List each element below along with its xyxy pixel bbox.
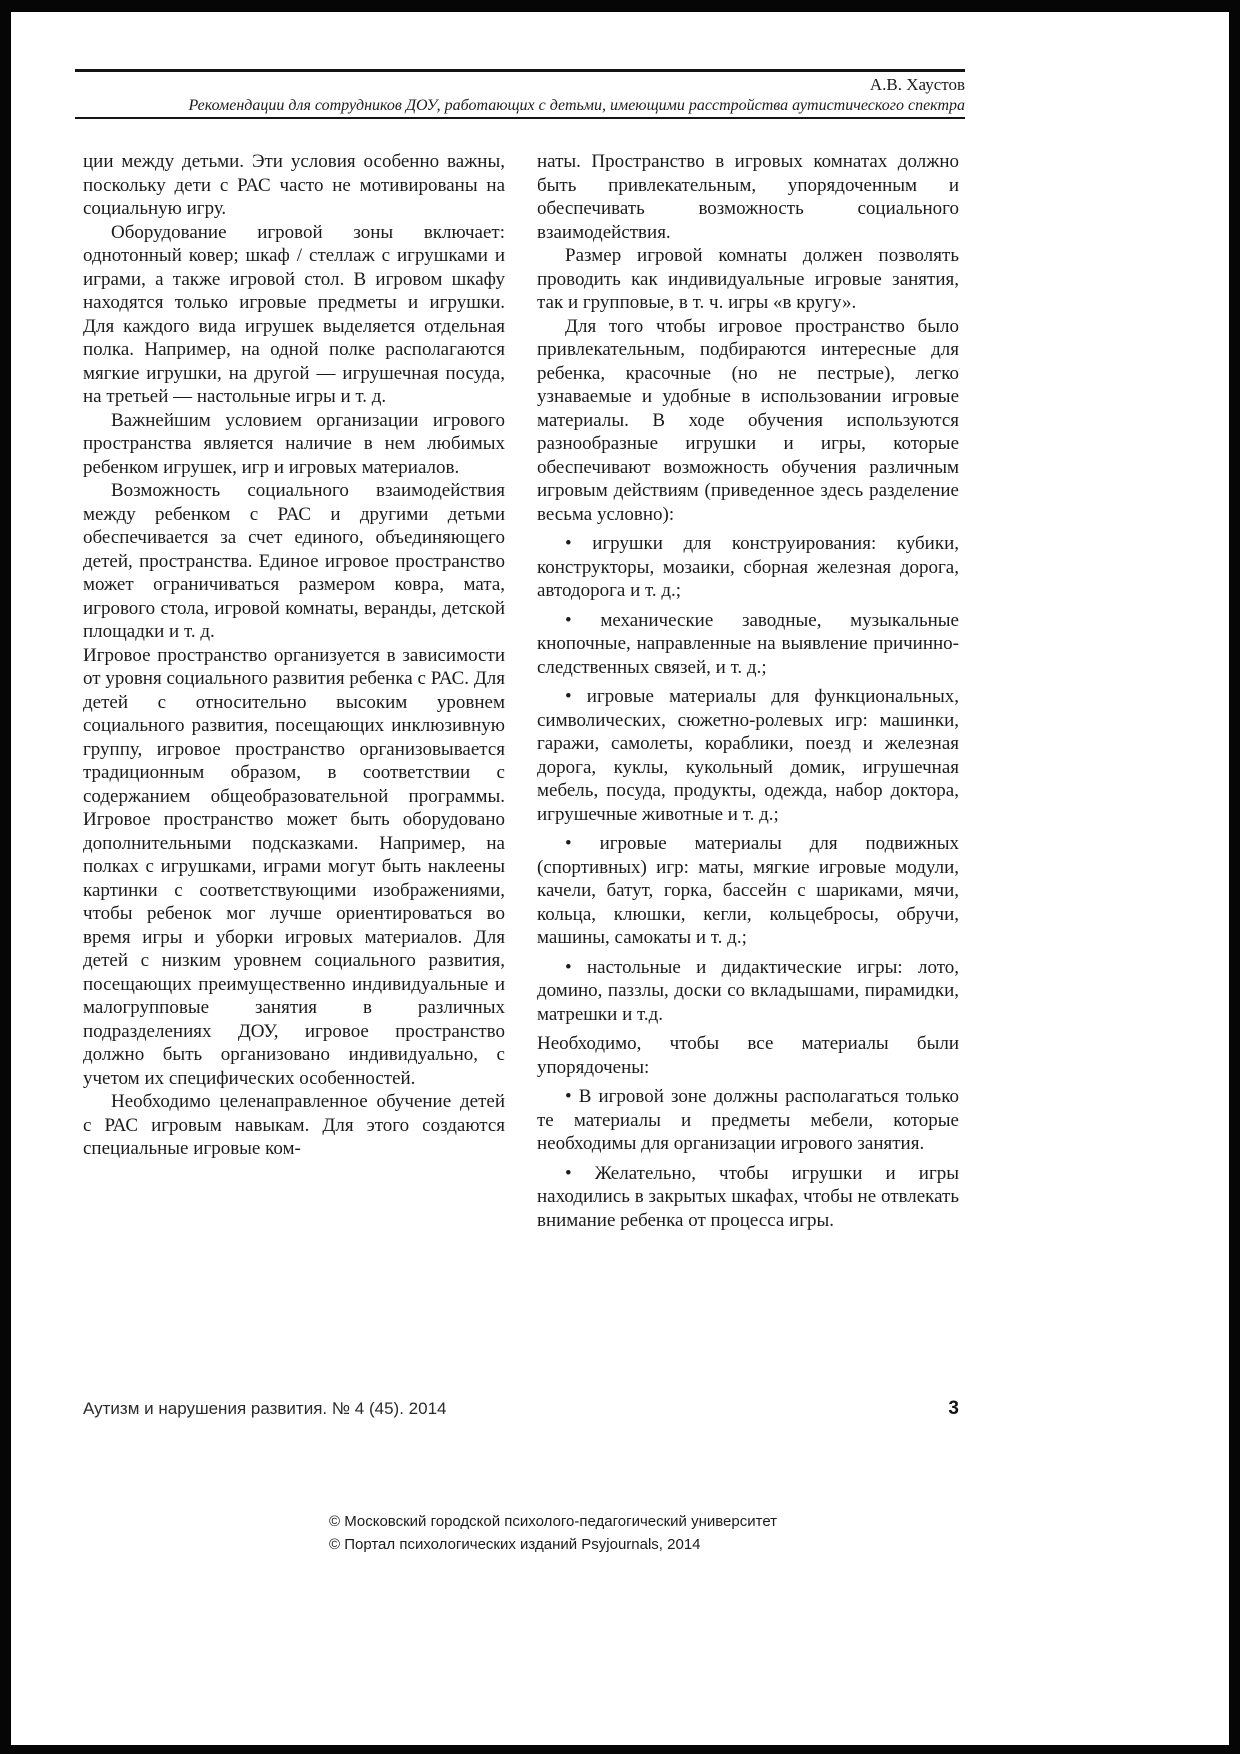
page-footer (83, 1398, 959, 1420)
author-byline: А.В. Хаустов (869, 75, 965, 94)
paragraph: Возможность социального взаимодействия между ребенком с РАС и другими детьми обеспечивается за счет единого, объединяющего детей, пространства. Единое игровое пространство может ограничиваться размером ковра, мата, игрового стола, игровой комнаты, веранды, детской площадки и т. д. (83, 480, 505, 642)
bullet-item: • игровые материалы для функциональных, символических, сюжетно-ролевых игр: машинки, гаражи, самолеты, кораблики, поезд и железная дорога, куклы, кукольный домик, игрушечная мебель, посуда, продукты, одежда, набор доктора, игрушечные животные и т. д.; (537, 686, 959, 825)
paragraph: Важнейшим условием организации игрового пространства является наличие в нем любимых ребенком игрушек, игр и игровых материалов. (83, 409, 505, 478)
paragraph: Размер игровой комнаты должен позволять проводить как индивидуальные игровые занятия, так и групповые, в т. ч. игры «в кругу». (537, 245, 959, 313)
paragraph: ции между детьми. Эти условия особенно важны, поскольку дети с РАС часто не мотивированы на социальную игру. (83, 151, 505, 219)
bullet-item: • настольные и дидактические игры: лото, домино, паззлы, доски со вкладышами, пирамидки, матрешки и т.д. (537, 956, 959, 1025)
bullet-item: • В игровой зоне должны располагаться только те материалы и предметы мебели, которые необходимы для организации игрового занятия. (537, 1086, 959, 1154)
bullet-item: • игрушки для конструирования: кубики, конструкторы, мозаики, сборная железная дорога, автодорога и т. д.; (537, 533, 959, 601)
body-columns (83, 150, 959, 1232)
paragraph: Оборудование игровой зоны включает: однотонный ковер; шкаф / стеллаж с игрушками и играми, а также игровой стол. В игровом шкафу находятся только игровые предметы и игрушки. Для каждого вида игрушек выделяется отдельная полка. Например, на одной полке располагаются мягкие игрушки, на другой — игрушечная посуда, на третьей — настольные игры и т. д. (83, 221, 505, 407)
bullet-item: • механические заводные, музыкальные кнопочные, направленные на выявление причинно-следственных связей, и т. д.; (537, 609, 959, 678)
left-column (83, 150, 505, 1232)
running-title: Рекомендации для сотрудников ДОУ, работающих с детьми, имеющими расстройства аутистического спектра (188, 97, 965, 114)
copyright-line-university: © Московский городской психолого-педагогический университет (329, 1513, 778, 1530)
page-number: 3 (948, 1398, 959, 1419)
header-rule-bottom (75, 117, 965, 119)
copyright-block (329, 1510, 777, 1556)
header-rule-top (75, 69, 965, 72)
paragraph: Необходимо, чтобы все материалы были упорядочены: (537, 1033, 959, 1078)
paragraph: Для того чтобы игровое пространство было привлекательным, подбираются интересные для ребенка, красочные (но не пестрые), легко узнаваемые и удобные в использовании игровые материалы. В ходе обучения используются разнообразные игрушки и игры, которые обеспечивают возможность обучения различным игровым действиям (приведенное здесь разделение весьма условно): (537, 315, 959, 525)
copyright-line-portal: © Портал психологических изданий Psyjournals, 2014 (329, 1536, 701, 1553)
paragraph: Игровое пространство организуется в зависимости от уровня социального развития ребенка с РАС. Для детей с относительно высоким уровнем социального развития, посещающих инклюзивную группу, игровое пространство организовывается традиционным образом, в соответствии с содержанием общеобразовательной программы. Игровое пространство может быть оборудовано дополнительными подсказками. Например, на полках с игрушками, играми могут быть наклеены картинки с соответствующими изображениями, чтобы ребенок мог лучше ориентироваться во время игры и уборки игровых материалов. Для детей с низким уровнем социального развития, посещающих преимущественно индивидуальные и малогрупповые занятия в различных подразделениях ДОУ, игровое пространство должно быть организовано индивидуально, с учетом их специфических особенностей. (83, 644, 505, 1089)
bullet-item: • Желательно, чтобы игрушки и игры находились в закрытых шкафах, чтобы не отвлекать внимание ребенка от процесса игры. (537, 1162, 959, 1231)
paragraph: наты. Пространство в игровых комнатах должно быть привлекательным, упорядоченным и обеспечивать возможность социального взаимодействия. (537, 151, 959, 243)
journal-issue-line: Аутизм и нарушения развития. № 4 (45). 2014 (83, 1399, 447, 1418)
bullet-item: • игровые материалы для подвижных (спортивных) игр: маты, мягкие игровые модули, качели, батут, горка, бассейн с шариками, мячи, кольца, клюшки, кегли, кольцебросы, обручи, машины, самокаты и т. д.; (537, 833, 959, 948)
right-column (537, 150, 959, 1232)
paragraph: Необходимо целенаправленное обучение детей с РАС игровым навыкам. Для этого создаются специальные игровые ком- (83, 1091, 505, 1159)
